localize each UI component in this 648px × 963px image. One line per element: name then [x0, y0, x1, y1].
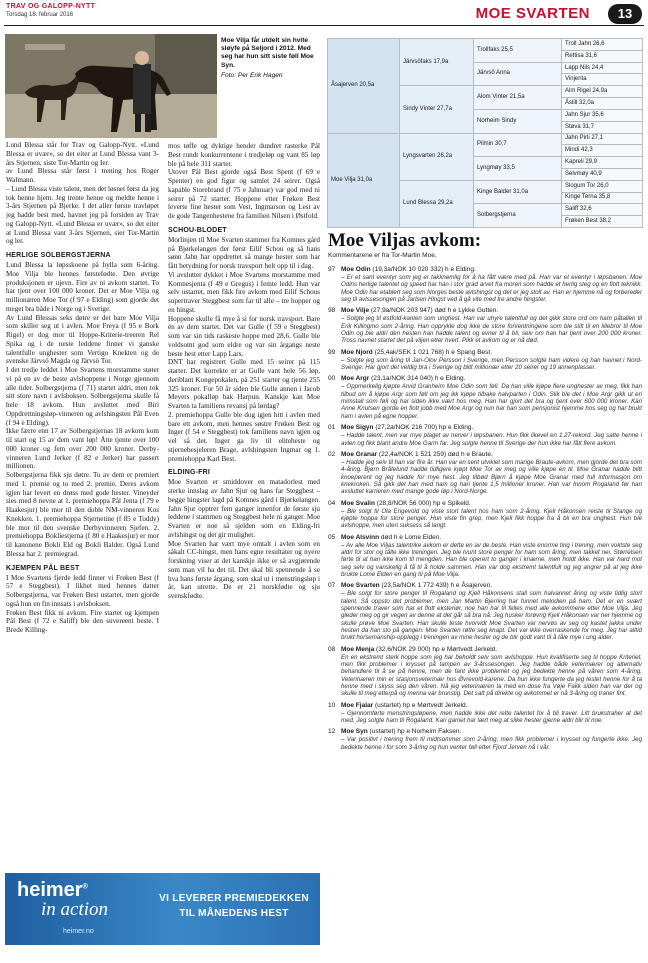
offspring-entry [328, 534, 642, 579]
offspring-entry [328, 451, 642, 496]
offspring-header [341, 500, 642, 508]
photo-credit: Foto: Per Erik Hagen [221, 71, 283, 79]
offspring-entry [328, 375, 642, 420]
pedigree-gs: Lyngsvarten 26,2a [400, 133, 474, 180]
offspring-info: (22,4a/NOK 1 521 259) død h e Braute. [377, 450, 493, 458]
pedigree-gggs: Kapreli 29,9 [562, 157, 643, 169]
offspring-comment: – Solgte jeg som åring til Jan-Olov Persson i Sverige, men Persson solgte ham videre og han havnet i Nord-Sverige. Har gjort det veldig bra i Sverige og blitt millionær etter 20 seirer og 19 annenplasser. [341, 356, 642, 372]
pedigree-gggs: Jahn Pirli 27,1 [562, 133, 643, 145]
pedigree-gggs: Alm Rigel 24,9a [562, 86, 643, 98]
offspring-comment: – Er et sant eventyr som jeg er takknemlig for å ha fått være med på. Han var et eventyr i løpsbanen. Moe Odins herlige talentet og speed har han i stor grad arvet fra moren som hadde et herlig steg og en flott teknikk. Moe Odin har etablert seg som Norges beste avlshingst og det er jeg stolt av. Han er hjemme nå og forbereder seg til avlssesongen på Jarlsen Hingst ved å gå vite med tre andre hingster. [341, 274, 642, 304]
offspring-info: (32,6/NOK 29 000) hp e Mørtvedt Jerkeld. [374, 645, 498, 653]
offspring-header [341, 582, 642, 590]
offspring-header [341, 728, 642, 736]
offspring-year: 08 [328, 645, 336, 653]
article-paragraph: Moe Svarten er smiddover en matadorlest med sterke innslag av Jahn Sjur og hans far Steggbest – begge hingster lagd på Komnes gård i Bjørkelangen. Jahn Sjur opptrer fem ganger innenfor de første sju leddene i stammen og Steggbest hele ni ganger. Moe Svarten er noe så sjelden som en Elding-fri avlshingst og det gir mulighet. [168, 478, 320, 539]
section-title: MOE SVARTEN [475, 5, 590, 22]
article-subheading: KJEMPEN PÅL BEST [6, 564, 80, 572]
offspring-name: Moe Sigyn [341, 424, 374, 432]
pedigree-gggs: Kinge Terna 35,8 [562, 192, 643, 204]
offspring-info: (27,9a/NOK 203 947) død h e Lykke Gutten. [369, 307, 499, 315]
pedigree-gggs: Mindi 42,3 [562, 145, 643, 157]
offspring-name: Moe Vilje [341, 307, 370, 315]
offspring-header [341, 702, 642, 710]
article-paragraph: Lund Blessa står for Trav og Galopp-Nytt. «Lund Blessa er uvær», so det eiter at Lund Blessa vant 3-års Stjernen, siste Tor-Martin og Ier. [6, 141, 159, 167]
offspring-info: (19,3a/NOK 10 020 332) h e Elding. [370, 266, 476, 273]
article-paragraph: Frøken Best fikk ni avkom. Fire startet og kjempen Pål Best (f 72 e Saliff) ble den suvereent beste. I Brede Killing- [6, 608, 159, 634]
header-rule [4, 25, 644, 26]
pedigree-gggs: Slogum Tor 26,0 [562, 180, 643, 192]
caption-text: Moe Vilja får utdelt sin hvite sløyfe på Seljord i 2012. Med seg har hun sitt siste føll Moe Syn. [221, 37, 314, 69]
article-subheading: ELDING-FRI [168, 469, 211, 477]
article-paragraph: mos tøffe og dyktige hender dundret rasterke Pål Best rundt konkurrentene i tredjeløp og vant 85 løp ble på hele 311 starter. [168, 142, 320, 168]
offspring-name: Moe Granar [341, 450, 378, 458]
pedigree-gggs: Jahn Sjur 35,6 [562, 109, 643, 121]
offspring-heading: Moe Viljas avkom: [328, 230, 482, 251]
offspring-info: (23,1a/NOK 314 040) h e Elding. [369, 375, 466, 383]
offspring-comment: – Ble solgt til Ola Engevold og viste stort talent hos ham som 2-åring. Kjell Håkonsen reiste til Stange og kjøpte hoppa for store penger. Hun viste fin grep, men Kjell fikk hoppe fra å bli en bra unghest. Hun ble avlshoppe, men uten suksess så langt. [341, 507, 642, 530]
offspring-comment: – Gjennomførte menstringsløpene, men hadde ikke det rette talentet for å bli traver. Litt brukstraher at det med. Jeg solgte ham til Rogaland. Kari gamet har lært meg at slike hester gjerne aldri blir til noe. [341, 709, 642, 725]
ad-message-line: VI LEVERER PREMIEDEKKEN [159, 893, 309, 904]
offspring-name: Moe Svarten [341, 582, 380, 590]
publication-name: TRAV OG GALOPP-NYTT [6, 3, 96, 10]
offspring-comment: – Solgte jeg til østfold-kanten som unghest. Han var uhyre talentfull og det gikk store ord om ham påtallen til Erik Killingmo som 2-åring. Han opprykte dog ikke de store forventningene som ble stilt til en lillebror til Moe Odin og ble aldri den hesten han hadde talent og evner til å bli, selv om han har tjent over 200 000 kroner. Tross navnet startet det på viljen etter hvert. Pikk et avkom og er nå død. [341, 315, 642, 345]
pedigree-gggs: Støva 31,7 [562, 121, 643, 133]
offspring-entry [328, 266, 642, 303]
offspring-subheading: Kommentarene er fra Tor-Martin Moe. [328, 252, 437, 259]
offspring-year: 10 [328, 701, 336, 709]
pedigree-gggs: Saliff 32,6 [562, 204, 643, 216]
issue-date: Torsdag 18. februar 2016 [6, 12, 74, 18]
offspring-header [341, 451, 642, 459]
article-column-1 [6, 141, 159, 869]
offspring-name: Moe Menja [341, 645, 375, 653]
offspring-info: død h e Lome Elden. [379, 533, 442, 541]
article-paragraph: Utover Pål Best gjorde også Best Spent (f 69 e Spenter) en god figur og samlet 24 seirer. Også kapable Storebrand (f 75 e Jahnuar) var god med ni seirer på 72 starter. Hoppene etter Frøken Best leverte fine hester som Vest, Ingmarson og Lest av de gode Tangenhestene fra familien Nilsen i Østfold. [168, 168, 320, 220]
offspring-year: 01 [328, 424, 336, 432]
pedigree-gggs: Åslill 32,0a [562, 98, 643, 110]
offspring-name: Moe Alsvinn [341, 533, 380, 541]
offspring-entry [328, 349, 642, 372]
offspring-comment: – Av alle Moe Viljas talentrike avkom er dette en av de beste. Han viste enorme ting i trening, men voktste seg aldri for stor og tålte ikke treningen. Jeg ble tvunt store penger for ham som åring, men takket nei. Størrelsen førte til at han ikke kom til mengden. Han ble operert to ganger i knærne, men holdt ikke. Han var hard mot seg selv og vanskelig å få til å holde sammen. Han var dog ekstremt talentfull og jeg angrer på at jeg ikke brukte Lome Elden en gang til på Moe Vilja. [341, 541, 642, 578]
page-number: 13 [608, 4, 642, 24]
ad-tagline: in action [41, 899, 109, 920]
offspring-header [341, 307, 642, 315]
offspring-comment: – Hadde talent, men var mye plaget av nerver i løpsbanen. Hun fikk likevel en 1.27-rekord. Jeg satte henne i avlen og fikk blant andre Moe Garm far. Jeg solgte henne til Sverige der hun ikke har fått flere avkom. [341, 432, 642, 447]
pedigree-ggs: Alom Vinter 21,5a [474, 86, 562, 110]
offspring-year: 07 [328, 582, 336, 590]
offspring-year: 02 [328, 450, 336, 458]
offspring-name: Moe Svalin [341, 499, 375, 507]
offspring-year: 12 [328, 728, 336, 736]
pedigree-gggs: Troll Jahn 26,6 [562, 39, 643, 51]
offspring-list [328, 266, 642, 755]
offspring-comment: – Var positivt i trening frem til midtsommer som 2-åring, men fikk problemer i krysset og fungerte ikke. Jeg bedekte henne i for som 3-åring og hun venter føll etter Fjord Jerven nå i vår. [341, 736, 642, 751]
article-paragraph: – Lund Blessa viste talent, men det løsnet først da jeg tok henne hjem. Jeg trente henne og meldte henne i 3-års Stjernen på Bjerke. I det aller første travløpet jeg hadde best med, havnet jeg på forsiden av Trav og Galopp-Nytt. «Lund Blessa er uvær», so det eiter at Lund Blessa vant 3-års Stjernen, sier Tor-Martin og ler. [6, 184, 159, 246]
offspring-entry [328, 702, 642, 725]
pedigree-sire: Åsajerven 20,5a [328, 39, 400, 134]
pedigree-dam: Lund Blessa 29,2a [400, 180, 474, 227]
offspring-header [341, 349, 642, 357]
offspring-info: (28,8/NOK 56 000) hp e Spikeld. [374, 499, 471, 507]
offspring-header [341, 375, 642, 383]
article-paragraph: Vi avslutter dykket i Moe Svartens morstamme med Komnesjenta (f 49 e Gregus) i femte ledd. Hun var selv ustartet, men fikk fire avkom med Eilif Schous supertraver Steggbest som far til alle – tre hopper og en hingst. [168, 270, 320, 314]
offspring-info: (ustartet) hp e Norheim Faksen. [367, 728, 462, 736]
article-paragraph: DNT har registrert Gulle med 15 seirer på 115 starter. Det korrekte er at Gulle vant hele 56 løp, deriblant Kongepokalen, på 251 starter og tjente 255 325 kroner. For 50 år siden ble Gulle annen i Jacob Meyers pokalløp bak Harpun. Kanskje kan Moe Svarten ta familiens revansj på lørdag? [168, 358, 320, 410]
offspring-info: (23,5a/NOK 1 772 439) h e Åsajerven. [379, 582, 493, 590]
offspring-comment: En en ekstremt sterk hoppe som jeg har beholdt selv som avlshoppe. Hun kvalifiserte seg til hoppe Kriteriet, men fikk problemer i krysset på tampen av 3-årssesongen. Jeg hadde både veterinærer og alternativ behandlere til å se på henne, men de fant ikke problemet og jeg bedekte henne på våren som 4-åring. Veterinæren min er stasjonsveterinær hos Øvrevold-karene. Da hun ikke fungerte da jeg testet henne for å ta henne med i skyss seg den våren. Nå jeg veterinæren ta med en dose fra Vøje Fakk siden han var der og skulle til meg etterpå og menna var brunstig. Det satt på direkte og avkommet er nå 3-åring og traner fint. [341, 653, 642, 698]
offspring-name: Moe Argr [341, 375, 370, 383]
article-paragraph: Solbergstjerna fikk sju døtre. To av dem er premiert med 1. premie og to med 2. premie. Deres avkom igjen har levert en drøss med gode hester. Vineyder sies med 8 nevne at 1. premiehoppa Pål Jenta (f 79 e Haakesjur) ble mor til den doble NM-vinneren Kos Knekken. 1. premiehoppa Stjernetine (f 85 e Toddy) ble mor til den svenske Derbyvinneren Sjefen. 2. premiehoppa Bokliestjerna (f 80 e Haakesjur) er mor til kanonene Bokli Eld og Bokli Balder. Også Lund Blessa har 2. premiegrad. [6, 471, 159, 558]
offspring-header [341, 266, 642, 274]
article-paragraph: Av Lund Blessas seks døtre er det bare Moe Vilja som skiller seg ut i avlen. Moe Freya (f 95 e Bork Rigel) er dog mor til Hoppe-Kriterie-treeren Rel Spika og i de neste leddene finner vi ganske talentfulle unghester som Vertigo Knekten og de svenske Järvsö Magda og Järvsö Tor. [6, 313, 159, 366]
offspring-name: Moe Syn [341, 728, 368, 736]
article-paragraph: 2. premiehoppa Gulle ble dog igjen hitt i avlen med bare ett avkom, men hennes søstre Frøken Best og Inger (f 54 e Steggbest) tok familiens navn igjen og vel så det. Inger ga liv til eliteheste og stjernebesjeleren Brage, avlshingsten Ingmar og 1. premiehoppa Karl Best. [168, 410, 320, 463]
offspring-header [341, 646, 642, 654]
ad-brand: heimer® [17, 879, 88, 901]
horse-photo [5, 34, 217, 138]
offspring-header [341, 424, 642, 432]
article-paragraph: Moe Svarten har vært mye omtalt i avlen som en såkalt CC-hingst, men hans egne resultater og nyere forskning viser at det kanskje ikke er så avgjørende som man vil ha det til. Det skal bli spennende å se hva hans første årgang, som skal ut i menstringsløp i år, kan utrette. De er 21 norskfødte og sju svenskfødte. [168, 539, 320, 600]
pedigree-gggs: Vinjenta [562, 74, 643, 86]
pedigree-table [327, 38, 643, 228]
article-paragraph: Hoppene skulle få mye å si for norsk travsport. Bare én av dem startet. Det var Gulle (f 59 e Steggbest) som var sin tids raskeste hoppe med 28,6. Gulle ble voldsomt god som eldre og var sin årgangs neste beste hest etter Lapp Lars. [168, 314, 320, 358]
pedigree-ggs: Norheim Sindy [474, 109, 562, 133]
offspring-entry [328, 424, 642, 447]
photo-caption [221, 37, 317, 80]
pedigree-ggs: Trollfaks 25,5 [474, 39, 562, 63]
offspring-year: 04 [328, 499, 336, 507]
pedigree-ggs: Kinge Balder 31,0a [474, 180, 562, 204]
pedigree-ggs: Lyngmøy 33,5 [474, 157, 562, 181]
article-paragraph: Ikke færre enn 17 av Solbergstjernas 18 avkom kom til start og 15 av dem vant løp! Åtte tjente over 100 000 kroner og fem over 200 000 kroner. Derby-vinneren Lund Jerker (f 82 e Jerker) har passert millionen. [6, 427, 159, 471]
heimer-ad[interactable] [5, 873, 320, 945]
ad-message [155, 891, 313, 921]
pedigree-root: Moe Vilja 31,0a [328, 133, 400, 228]
pedigree-gggs: Frøken Best 38,2 [562, 216, 643, 228]
offspring-comment: – Oppmerkelig kjøpte Arvid Granheim Moe Odin som føll. Da han ville kjøpe flere unghester av meg, fikk han tilbud om å kjøpe Argr som føll om jeg ikk kjøpe tilbake halvparten i Odin. Slik ble det i Moe Argr gikk ut en mimstall som føll og har siden ikke vært hos meg. Han har gjort det bra og tjent over 600 000 kroner. Kari Anne Knutsen gjorde en flott jobb med Moe Argr og nun har han som pensjonist hjemme hos seg og har brukt ham i avlen på egne hopper. [341, 383, 642, 420]
offspring-year: 00 [328, 375, 336, 383]
pedigree-gs: Järvsöfaks 17,9a [400, 39, 474, 86]
offspring-info: (27,2a/NOK 216 700) hp e Elding. [373, 424, 474, 432]
offspring-year: 97 [328, 266, 336, 273]
offspring-comment: – Hadde jeg selv til han var fire år. Han var en sent utviklet som mange Braute-avkom, men gjorde det bra som 4-åring. Bjørn Bråtelund hadde tidligere kjøpt Moe Tor av meg og ville kjøpe én til. Moe Granar hadde blitt knoeperent og jeg hadde for mye hest. Jeg tilbød Bjørn å kjøpe Moe Granar med full informasjon om knekroken. Så gikk det han med ham og han tjente 1,5 millioner kroner. Han var Innom Rogaland før han avsluttet karrieren med mange gode løp i Nord-Norge. [341, 458, 642, 496]
article-paragraph: Morlinjen til Moe Svarten stammer fra Komnes gård på Bjørkelangen der først Eilif Schou og så hans sønn Jahn har oppdrettet så mange hester som har fått betydning for norsk travsport helt opp til i dag. [168, 235, 320, 270]
offspring-entry [328, 728, 642, 751]
article-subheading: SCHOU-BLODET [168, 226, 227, 234]
offspring-entry [328, 307, 642, 344]
article-paragraph: I Moe Svartens fjerde ledd finner vi Frøken Best (f 57 e Steggbest). I likhet med hennes datter Solbergstjerna, var Frøken Best ustartet, men gjorde også hun en fin innsats i avlsboksen. [6, 573, 159, 608]
offspring-info: (25,4ak/SEK 1 021 768) h e Spang Best. [372, 348, 493, 356]
pedigree-ggs: Järvsö Anna [474, 62, 562, 86]
offspring-name: Moe Fjalar [341, 701, 374, 709]
offspring-name: Moe Odin [341, 266, 371, 273]
pedigree-gggs: Rettisa 31,6 [562, 50, 643, 62]
offspring-entry [328, 500, 642, 530]
pedigree-gggs: Lapp Nils 24,4 [562, 62, 643, 74]
offspring-entry [328, 582, 642, 641]
pedigree-ggs: Solbergstjerna [474, 204, 562, 228]
offspring-comment: – Ble solgt for store penger til Rogaland og Kjell Håkonsens stall som halvannet åring og viste tidlig stort talent. Så oppsto det problemer, men Jan Martin Bjerring har funnet melodien på ham. Det er en svært spennende traver som har et flott eksteriør, noe han har til felles med alle avkommene etter Moe Vilja. Jeg gleder meg og gir vegen av denne at det går så bra nå. Jeg husker forøvrig Kjell Håkonsen var her hjemme og skulle prøve Moe Svarten. Han skulle teste hvorvidt Moe Svarten var nervøs av seg og kastet jakka under hesten da han sto på gangen. Moe Svarten røtte seg knapt. Det var ikke overraskende for meg. Jeg har alltid brukt horsemanship-opplegg i treningen av mine hester og de blir godt vant til å tåle mye i ung alder. [341, 590, 642, 642]
offspring-year: 99 [328, 348, 336, 356]
article-paragraph: I det tredje leddet i Moe Svartens morstamme støter vi på en av de beste avlshoppene i Norge gjennom alle tider. Solbergstjerna (f 71) startet aldri, men tok sitt store navn i avlsboksen. Solbergstjerna skulle få hele 18 avkom. Hun avsluttet med Biri Oppdrettningsløp-vinneren og avlshingsten Pål Even (f 94 e Elding). [6, 366, 159, 427]
offspring-info: (ustartet) hp e Mørtvedt Jerkeld. [373, 701, 468, 709]
pedigree-gs: Sindy Vinter 27,7a [400, 86, 474, 133]
offspring-entry [328, 646, 642, 698]
pedigree-gggs: Selvmøy 40,9 [562, 168, 643, 180]
ad-url[interactable]: heimer.no [63, 928, 94, 935]
offspring-year: 05 [328, 533, 336, 541]
article-paragraph: av Lund Blessa står først i trening hos Roger Walmann. [6, 167, 159, 184]
pedigree-ggs: Pilmin 30,7 [474, 133, 562, 157]
article-column-2 [168, 142, 320, 869]
article-paragraph: Lund Blessa la løpsskoene på hylla som 6-åring. Moe Vilja ble hennes førstefødte. Den øvrige produksjonen er ujevn. Fire av ni avkom startet. To har tjent over 100 000 kroner. Det er Moe Vilja og millionæren Moe Tor (f 97 e Elding) som gjorde det meget bra både i Norge og i Sverige. [6, 261, 159, 313]
offspring-year: 98 [328, 307, 336, 315]
ad-message-line: TIL MÅNEDENS HEST [179, 908, 289, 919]
article-subheading: HERLIGE SOLBERGSTJERNA [6, 252, 111, 259]
offspring-name: Moe Njord [341, 348, 373, 356]
offspring-header [341, 534, 642, 542]
